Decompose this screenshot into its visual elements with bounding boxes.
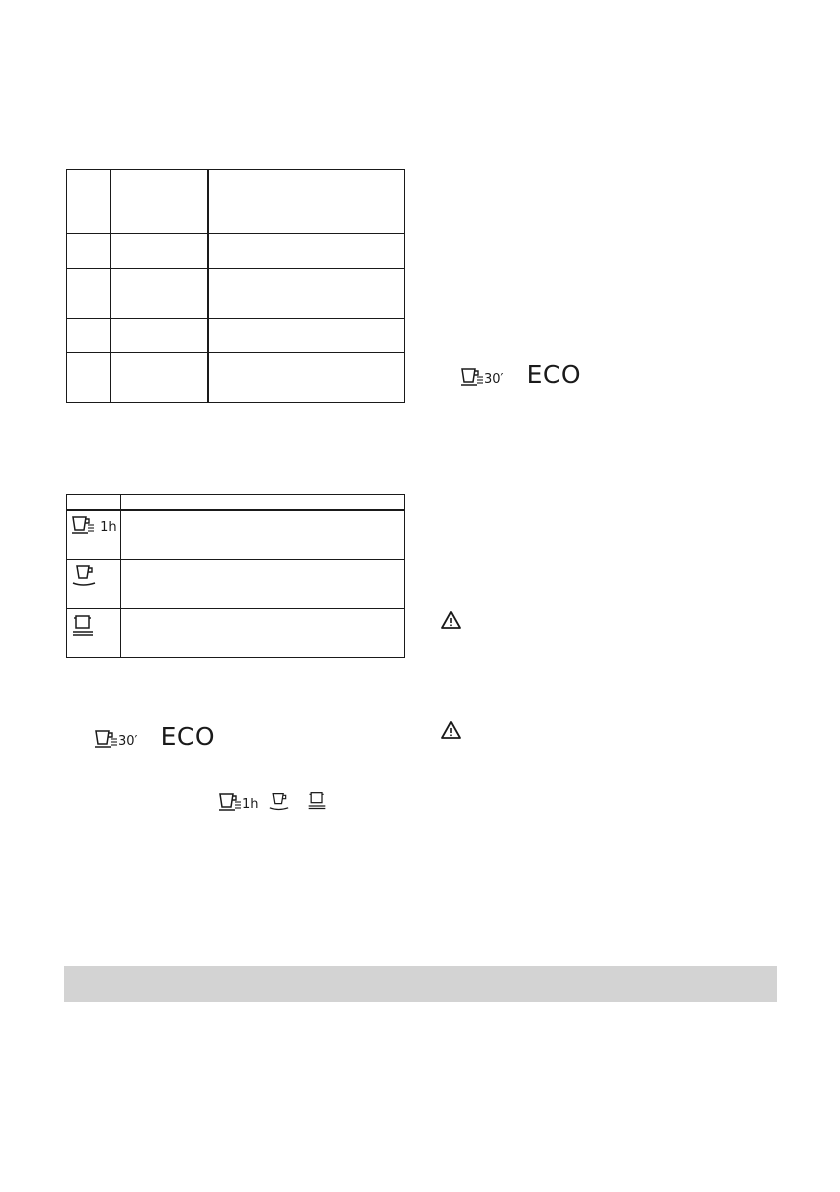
eco-label: ECO: [160, 722, 216, 751]
pot-icon: [71, 613, 95, 639]
table-cell: [208, 353, 405, 403]
table-cell: [111, 269, 208, 319]
table-cell: [111, 319, 208, 353]
right-program-symbols: [460, 362, 581, 390]
table-cell: [208, 269, 405, 319]
table-row: [67, 559, 405, 608]
cup-saucer-icon: [71, 564, 97, 588]
one-hour-label: 1h: [100, 520, 117, 536]
table-cell: [67, 234, 111, 269]
warning-triangle-icon: [440, 720, 462, 744]
symbols-table: [66, 494, 405, 658]
table-header-cell: [67, 495, 121, 511]
table-cell: [67, 319, 111, 353]
warning-triangle-icon: [440, 610, 462, 634]
table-cell: [121, 510, 405, 559]
section-header-band: [64, 966, 777, 1002]
one-hour-label: 1h: [242, 797, 259, 812]
table-cell: [67, 608, 121, 657]
cup-intensive-icon: [218, 792, 242, 812]
table-header-cell: [121, 495, 405, 511]
table-cell: [67, 353, 111, 403]
table-cell: [111, 353, 208, 403]
table-row: [67, 510, 405, 559]
table-row: [67, 234, 405, 269]
table-cell: [121, 608, 405, 657]
table-row: [67, 319, 405, 353]
table-row: [67, 269, 405, 319]
cup-saucer-icon: [268, 792, 290, 812]
table-cell: [67, 170, 111, 234]
pot-icon: [307, 790, 327, 812]
table-cell: [67, 510, 121, 559]
table-header-row: [67, 495, 405, 511]
table-cell: [111, 234, 208, 269]
table-cell: [67, 559, 121, 608]
left-program-symbols: [94, 724, 215, 752]
table-cell: [111, 170, 208, 234]
table-cell: [208, 234, 405, 269]
table-cell: [67, 269, 111, 319]
table-row: [67, 608, 405, 657]
table-cell: [208, 170, 405, 234]
cup-intensive-icon: [460, 367, 484, 387]
thirty-minute-label: 30′: [484, 372, 504, 387]
table-row: [67, 170, 405, 234]
eco-label: ECO: [526, 360, 582, 389]
thirty-minute-label: 30′: [118, 734, 138, 749]
table-cell: [121, 559, 405, 608]
inline-program-symbols: [218, 790, 327, 814]
cup-intensive-icon: [71, 515, 95, 535]
table-cell: [208, 319, 405, 353]
table-row: [67, 353, 405, 403]
settings-table: [66, 169, 405, 403]
cup-intensive-icon: [94, 729, 118, 749]
